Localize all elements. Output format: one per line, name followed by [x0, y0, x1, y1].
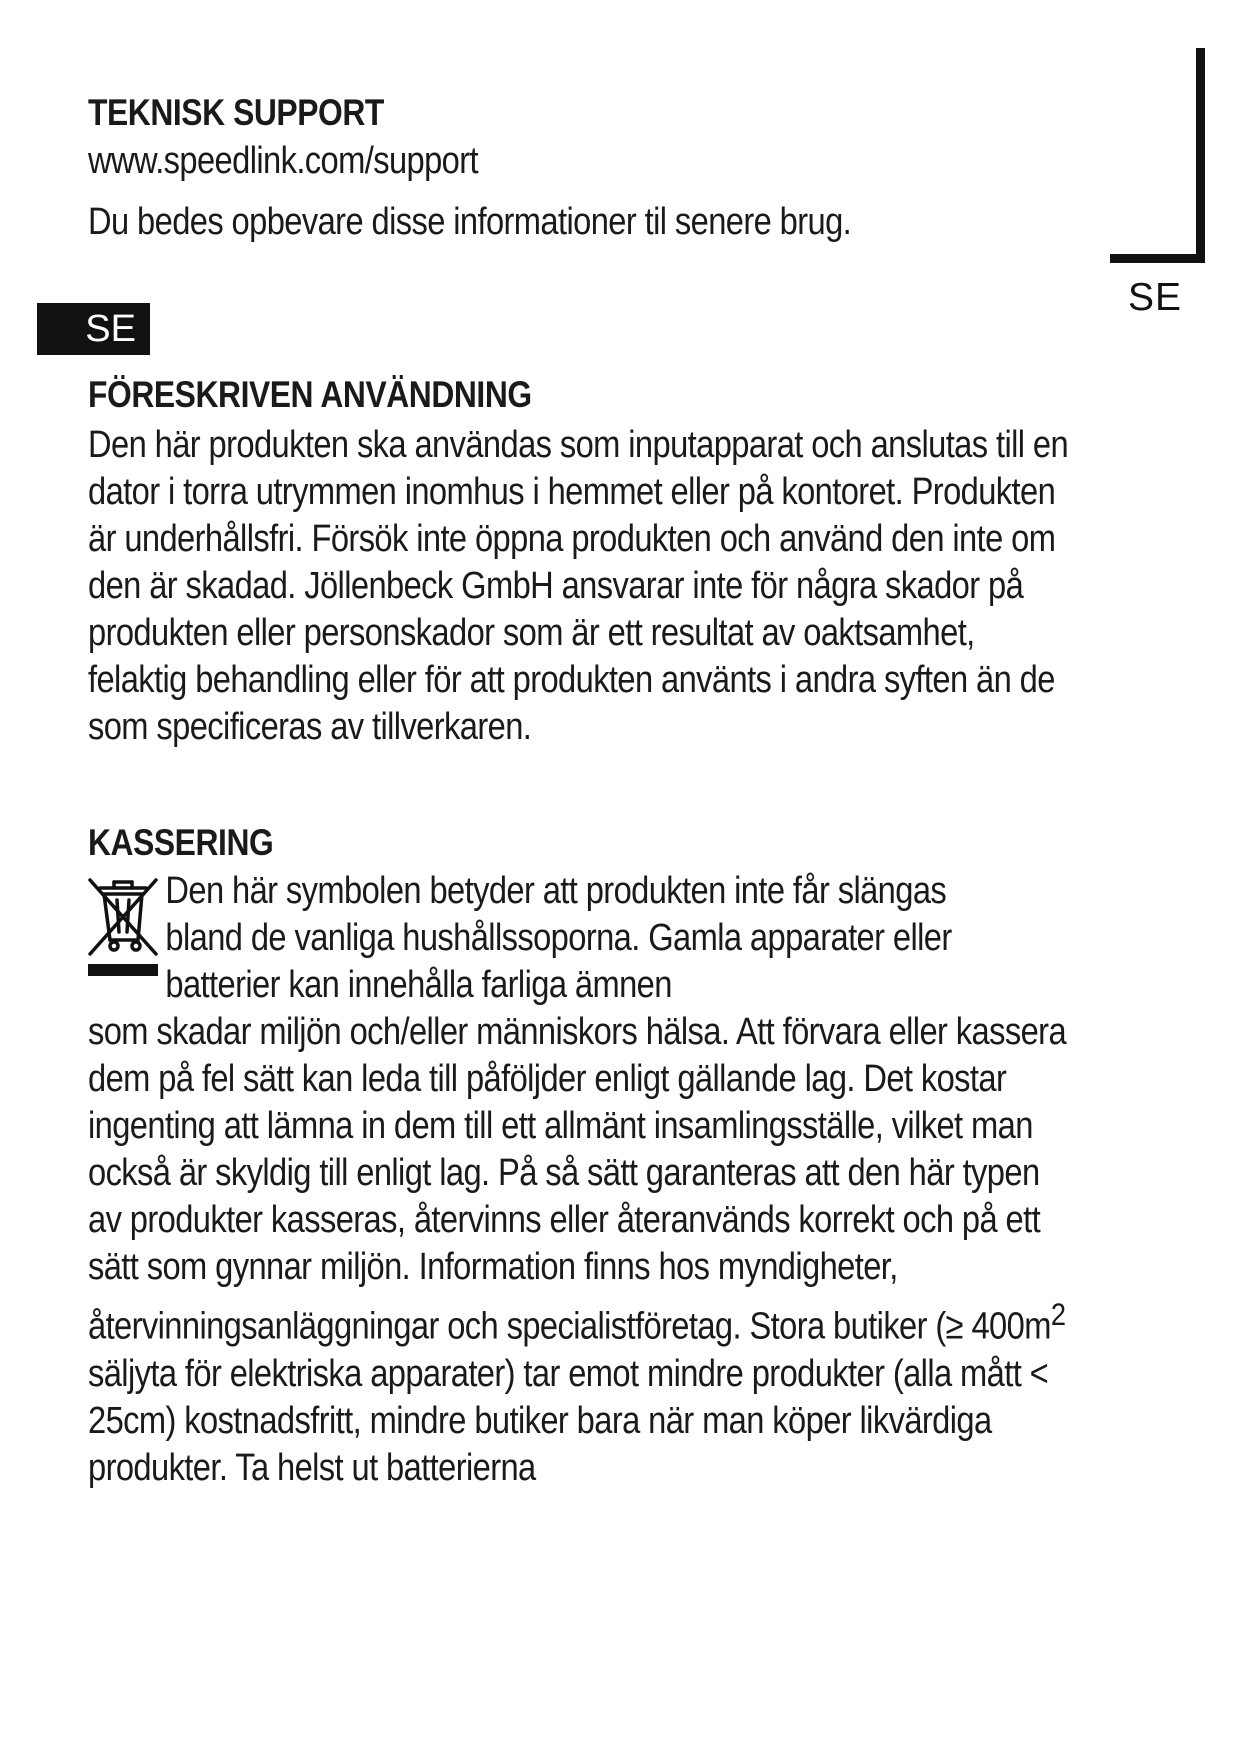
intended-use-section	[88, 372, 1228, 751]
area-superscript: 2	[1050, 1296, 1066, 1332]
disposal-section	[88, 820, 1228, 1492]
intended-use-heading: FÖRESKRIVEN ANVÄNDNING	[88, 374, 532, 415]
disposal-body-rest-part2: säljyta för elektriska apparater) tar emot mindre produkter (alla mått < 25cm) kostnadsfritt, mindre butiker bara när man köper likvärdiga produkter. Ta helst ut batterierna	[88, 1352, 1049, 1489]
corner-language-label: SE	[1128, 276, 1183, 319]
language-badge: SE	[37, 303, 150, 355]
disposal-body-lead	[88, 868, 974, 1009]
disposal-body-rest-part1: som skadar miljön och/eller människors hälsa. Att förvara eller kassera dem på fel sätt kan leda till påföljder enligt gällande lag. Det kostar ingenting att lämna in dem till ett allmänt insamlingsställe, vilket man också är skyldig till enligt lag. På så sätt garanteras att den här typen av produkter kasseras, återvinns eller återanvänds korrekt och på ett sätt som gynnar miljön. Information finns hos myndigheter, återvinningsanläggningar och specialistföretag. Stora butiker (≥ 400m	[88, 1011, 1067, 1348]
support-url: www.speedlink.com/support	[88, 140, 479, 182]
page-corner-bracket	[1110, 48, 1205, 263]
disposal-heading: KASSERING	[88, 822, 274, 863]
intended-use-body: Den här produkten ska användas som inputapparat och anslutas till en dator i torra utrymmen inomhus i hemmet eller på kontoret. Produkten är underhållsfri. Försök inte öppna produkten och använd den inte om den är skadad. Jöllenbeck GmbH ansvarar inte för några skador på produkten eller personskador som är ett resultat av oaktsamhet, felaktig behandling eller för att produkten använts i andra syften än de som specificeras av tillverkaren.	[88, 424, 1069, 748]
disposal-body	[88, 868, 1228, 1492]
disposal-body-lead-text: Den här symbolen betyder att produkten inte får slängas bland de vanliga hushållssoporna. Gamla apparater eller batterier kan innehålla farliga ämnen	[165, 870, 952, 1006]
disposal-body-rest	[88, 1009, 1068, 1492]
support-section	[88, 90, 1068, 246]
support-note: Du bedes opbevare disse informationer til senere brug.	[88, 201, 852, 243]
support-heading: TEKNISK SUPPORT	[88, 92, 384, 133]
